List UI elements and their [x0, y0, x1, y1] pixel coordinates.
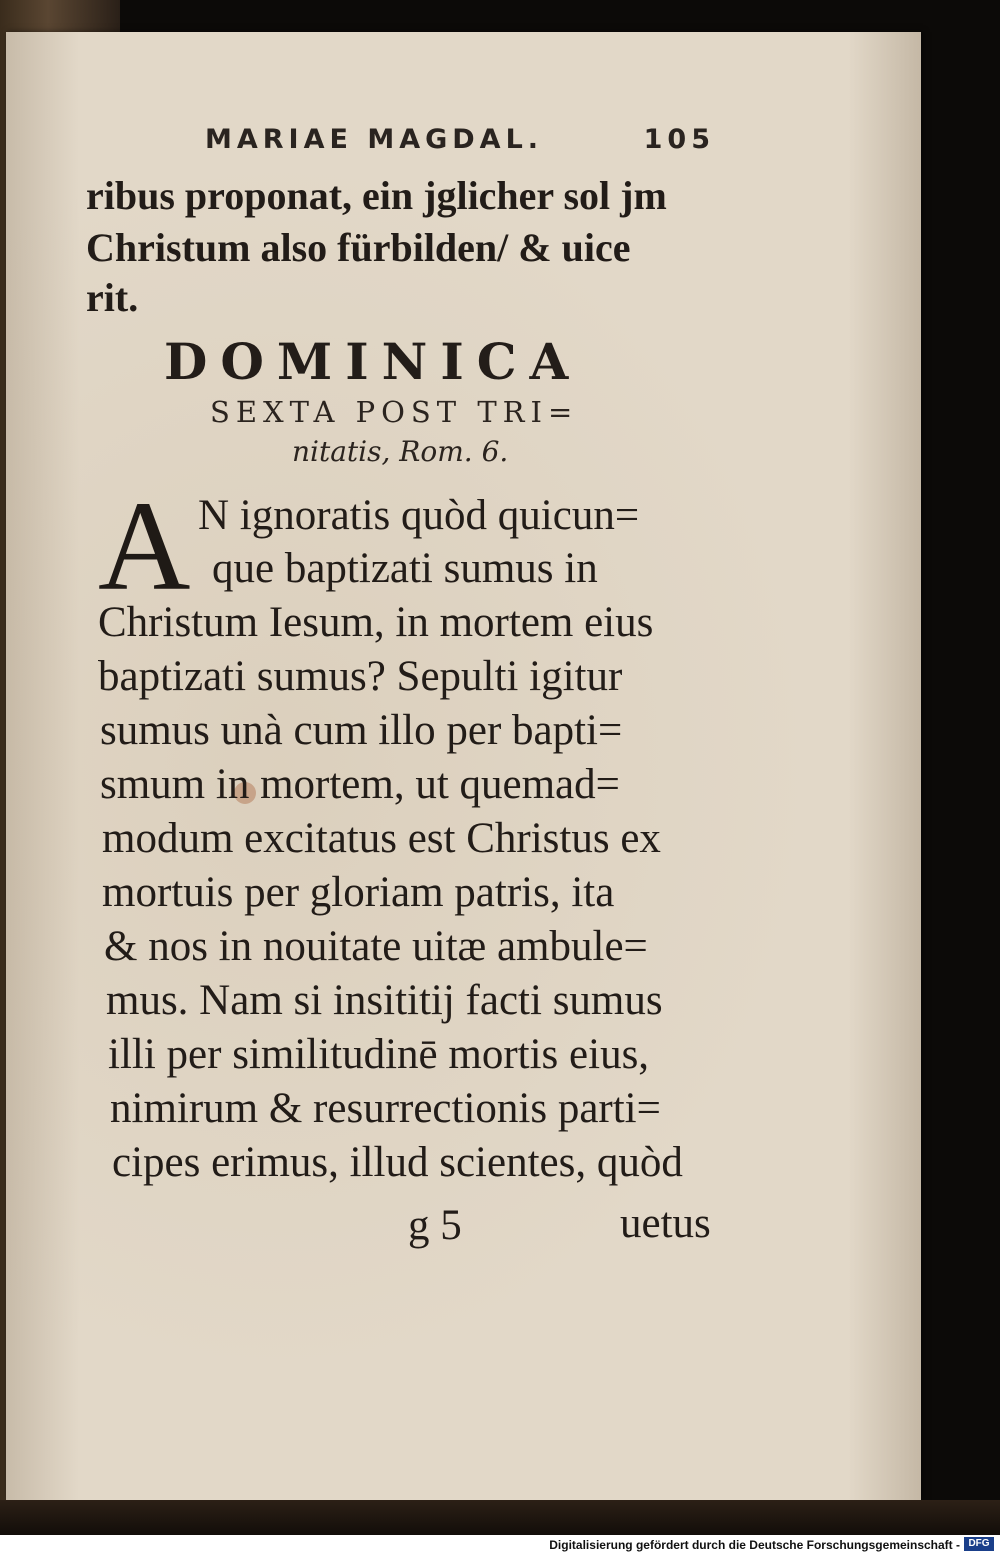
body-line-11: illi per similitudinē mortis eius, — [108, 1031, 650, 1078]
running-head — [205, 124, 715, 155]
catchword: uetus — [620, 1200, 711, 1247]
body-line-10: mus. Nam si insititij facti sumus — [106, 977, 663, 1024]
dfg-logo-icon: DFG — [964, 1537, 994, 1551]
page-bottom-shadow — [0, 1500, 1000, 1535]
body-line-5: sumus unà cum illo per bapti= — [100, 707, 623, 754]
section-subtitle: SEXTA POST TRI= — [210, 395, 579, 429]
body-line-2: que baptizati sumus in — [212, 545, 598, 592]
body-line-4: baptizati sumus? Sepulti igitur — [98, 653, 623, 700]
body-line-7: modum excitatus est Christus ex — [102, 815, 661, 862]
body-line-1: N ignoratis quòd quicun= — [198, 492, 640, 539]
footer-credit: Digitalisierung gefördert durch die Deutsche Forschungsgemeinschaft - — [549, 1538, 960, 1552]
body-line-6: smum in mortem, ut quemad= — [100, 761, 620, 808]
section-title: DOMINICA — [164, 332, 582, 391]
signature-mark: g 5 — [408, 1202, 462, 1249]
intro-line-1: ribus proponat, ein jglicher sol jm — [86, 173, 667, 218]
section-subtitle-reference: nitatis, Rom. 6. — [292, 435, 509, 468]
body-line-8: mortuis per gloriam patris, ita — [102, 869, 615, 916]
page-number: 105 — [643, 124, 715, 155]
body-line-9: & nos in nouitate uitæ ambule= — [104, 923, 648, 970]
body-line-13: cipes erimus, illud scientes, quòd — [112, 1139, 683, 1186]
footer-bar — [0, 1535, 1000, 1555]
drop-cap: A — [98, 475, 191, 617]
body-line-3: Christum Iesum, in mortem eius — [98, 599, 654, 646]
body-line-12: nimirum & resurrectionis parti= — [110, 1085, 661, 1132]
intro-line-2: Christum also fürbilden/ & uice — [86, 225, 631, 270]
intro-line-3: rit. — [86, 275, 139, 320]
running-head-title: MARIAE MAGDAL. — [205, 124, 544, 155]
